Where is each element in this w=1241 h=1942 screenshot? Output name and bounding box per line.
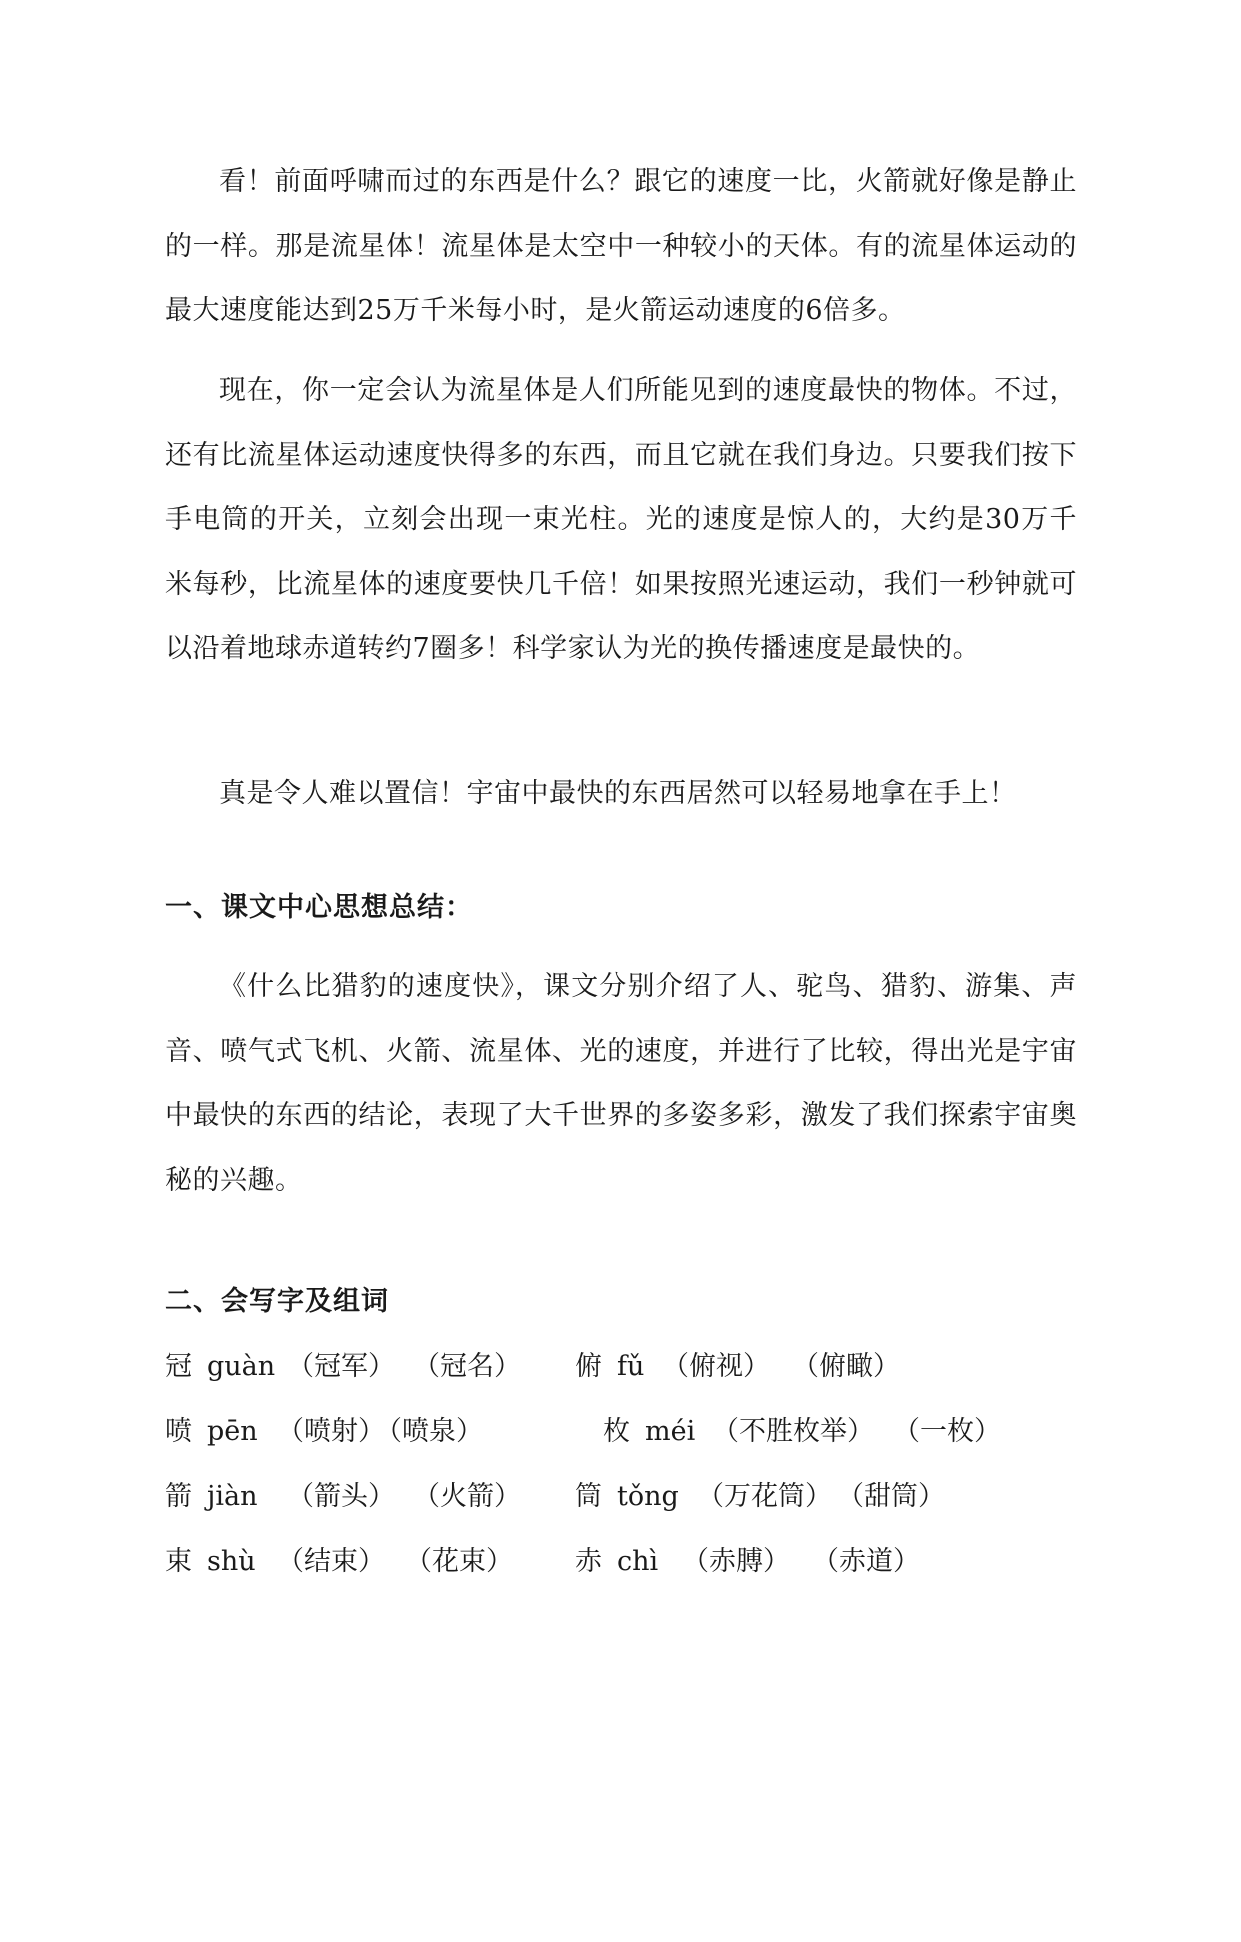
- vocab-word: （箭头）: [287, 1481, 395, 1512]
- vocab-word: （俯瞰）: [792, 1351, 900, 1382]
- vocab-row: [165, 1477, 1077, 1517]
- vocab-char: 筒: [575, 1481, 602, 1512]
- vocab-word: （冠军）: [287, 1351, 395, 1382]
- paragraph-meteor: 看！前面呼啸而过的东西是什么？跟它的速度一比，火箭就好像是静止的一样。那是流星体！流星体是太空中一种较小的天体。有的流星体运动的最大速度能达到25万千米每小时，是火箭运动速度的6倍多。: [165, 166, 1077, 326]
- vocab-row: [165, 1412, 1077, 1452]
- vocab-word: （赤道）: [812, 1546, 920, 1577]
- vocab-pinyin: shù: [207, 1546, 256, 1577]
- vocab-row: [165, 1347, 1077, 1387]
- vocab-pinyin: jiàn: [207, 1481, 258, 1512]
- vocab-word: （一枚）: [893, 1416, 1001, 1447]
- vocab-char: 喷: [165, 1416, 192, 1447]
- vocab-pinyin: tǒng: [617, 1481, 679, 1512]
- vocab-word: （结束）: [277, 1546, 385, 1577]
- vocab-char: 箭: [165, 1481, 192, 1512]
- vocab-word: （甜筒）: [837, 1481, 945, 1512]
- vocab-word: （火箭）: [413, 1481, 521, 1512]
- vocab-pinyin: chì: [617, 1546, 659, 1577]
- vocab-word: （万花筒）: [697, 1481, 832, 1512]
- vocab-char: 冠: [165, 1351, 192, 1382]
- vocab-word: （喷射）: [277, 1416, 385, 1447]
- vocab-pinyin: pēn: [207, 1416, 258, 1447]
- vocab-pinyin: guàn: [207, 1351, 276, 1382]
- vocab-char: 枚: [603, 1416, 630, 1447]
- vocab-row: [165, 1542, 1077, 1582]
- vocab-char: 赤: [575, 1546, 602, 1577]
- paragraph-light-speed: 现在，你一定会认为流星体是人们所能见到的速度最快的物体。不过，还有比流星体运动速度快得多的东西，而且它就在我们身边。只要我们按下手电筒的开关，立刻会出现一束光柱。光的速度是惊人的，大约是30万千米每秒，比流星体的速度要快几千倍！如果按照光速运动，我们一秒钟就可以沿着地球赤道转约7圈多！科学家认为光的换传播速度是最快的。: [165, 375, 1077, 664]
- vocab-pinyin: fǔ: [617, 1351, 645, 1382]
- vocab-word: （冠名）: [413, 1351, 521, 1382]
- paragraph-summary: 《什么比猎豹的速度快》，课文分别介绍了人、驼鸟、猎豹、游集、声音、喷气式飞机、火箭、流星体、光的速度，并进行了比较，得出光是宇宙中最快的东西的结论，表现了大千世界的多姿多彩，激发了我们探索宇宙奥秘的兴趣。: [165, 971, 1077, 1196]
- vocab-word: （俯视）: [662, 1351, 770, 1382]
- heading-vocab: 二、会写字及组词: [165, 1286, 389, 1317]
- vocab-word: （喷泉）: [375, 1416, 483, 1447]
- paragraph-conclusion: 真是令人难以置信！宇宙中最快的东西居然可以轻易地拿在手上！: [219, 778, 1017, 809]
- vocab-word: （不胜枚举）: [712, 1416, 874, 1447]
- vocab-char: 俯: [575, 1351, 602, 1382]
- vocab-char: 束: [165, 1546, 192, 1577]
- vocab-word: （赤膊）: [682, 1546, 790, 1577]
- vocab-word: （花束）: [405, 1546, 513, 1577]
- vocab-pinyin: méi: [645, 1416, 696, 1447]
- heading-summary: 一、课文中心思想总结：: [165, 892, 473, 923]
